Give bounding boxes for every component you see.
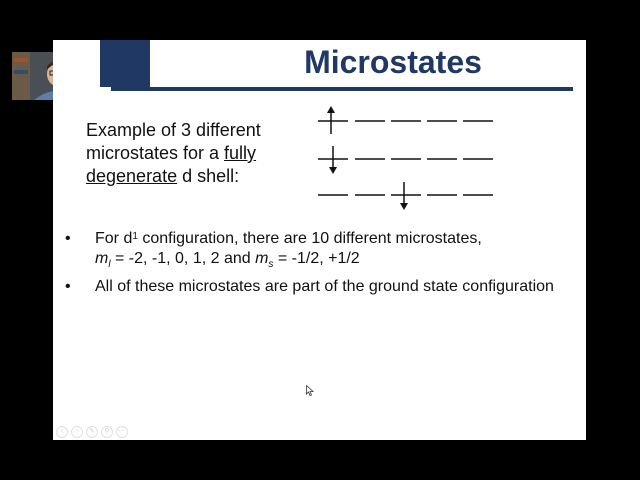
- bullet-1-superscript: 1: [132, 231, 138, 242]
- intro-degenerate: degenerate: [86, 166, 178, 186]
- spin-up-arrow-icon: [327, 106, 335, 134]
- intro-text: [86, 119, 301, 188]
- bullet-1-ml-sub: l: [108, 259, 111, 271]
- bullet-item-ground-state: [65, 277, 565, 297]
- bullet-1-ml: m: [95, 250, 109, 267]
- slide: [53, 40, 586, 440]
- slide-title: Microstates: [304, 44, 482, 80]
- bullet-1-text-b: configuration, there are 10 different microstates,: [137, 230, 482, 247]
- spin-down-arrow-icon: [329, 146, 337, 174]
- spin-down-arrow-icon: [400, 182, 408, 210]
- bullet-item-d1: [65, 229, 565, 275]
- title-accent-block: [100, 40, 150, 87]
- bullet-1-ms-sub: s: [268, 259, 274, 271]
- bullet-1-text-c: = -2, -1, 0, 1, 2 and: [110, 250, 256, 267]
- bullet-list: [65, 229, 565, 299]
- intro-line-2a: microstates for a: [86, 143, 225, 163]
- intro-fully: fully: [224, 143, 257, 163]
- title-underline: [111, 87, 573, 91]
- orbital-row-2: [318, 146, 493, 174]
- orbital-row-1: [318, 106, 493, 134]
- intro-line-1: Example of 3 different: [86, 120, 261, 140]
- slide-nav-controls: [56, 426, 128, 438]
- slide-nav-prev-icon[interactable]: ‹: [56, 426, 68, 438]
- intro-line-3b: d shell:: [177, 166, 240, 186]
- mouse-cursor-icon: [306, 385, 314, 397]
- bullet-1-ms: m: [255, 250, 269, 267]
- zoom-icon[interactable]: ⚲: [101, 426, 113, 438]
- orbital-diagram: [315, 100, 505, 215]
- bullet-2-text: All of these microstates are part of the ground state configuration: [95, 278, 554, 296]
- orbital-row-3: [318, 182, 493, 210]
- slide-nav-next-icon[interactable]: ›: [71, 426, 83, 438]
- pen-icon[interactable]: ✎: [86, 426, 98, 438]
- menu-icon[interactable]: ⋯: [116, 426, 128, 438]
- bullet-1-text-d: = -1/2, +1/2: [273, 250, 360, 267]
- bullet-1-text-a: For d: [95, 230, 133, 247]
